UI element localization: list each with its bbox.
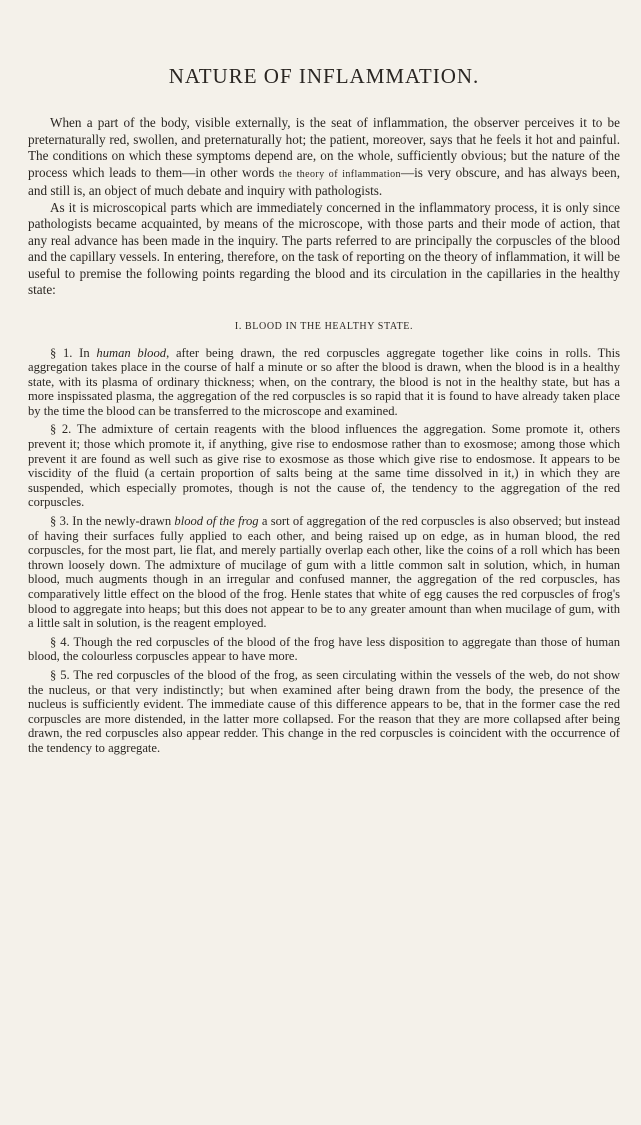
- paragraph-lead: § 5.: [50, 667, 74, 682]
- page-title: NATURE OF INFLAMMATION.: [168, 64, 480, 88]
- paragraph-lead: § 4.: [50, 634, 74, 649]
- theory-term: the theory of inflammation: [278, 168, 401, 180]
- intro-paragraph: As it is microscopical parts which are immediately concerned in the inflammatory process, it is only since pathologists became acquainted, by means of the microscope, with those parts and their mode of action, that any real advance has been made in the inquiry. The parts referred to are principally the corpuscles of the blood and the capillary vessels. In entering, therefore, on the task of reporting on the theory of inflammation, it will be useful to premise the following points regarding the blood and its circulation in the capillaries in the healthy state:: [28, 199, 620, 297]
- intro-text: —is very obscure, and has always been, and still is, an object of much debate and inquiry with pathologists.: [28, 164, 620, 198]
- emphasis: blood of the frog: [174, 514, 259, 529]
- paragraph-lead: § 2.: [50, 422, 77, 437]
- paragraph-text: Though the red corpuscles of the blood of the frog have less disposition to aggregate than those of human blood, the colourless corpuscles appear to have more.: [28, 634, 621, 664]
- intro-text: When a part of the body, visible externally, is the seat of inflammation, the observer perceives it to be preternaturally red, swollen, and preternaturally hot; the patient, moreover, says that he feels it hot and painful. The conditions on which these symptoms depend are, on the whole, sufficiently obvious; but the nature of the process which leads to them—in other words: [28, 115, 620, 180]
- paragraph-text: , after being drawn, the red corpuscles aggregate together like coins in rolls. This aggregation takes place in the course of half a minute or so after the blood is drawn, when the blood is in a healthy state, with its plasma of ordinary thickness; when, on the contrary, the blood is not in the healthy state, but has a more inspissated plasma, the aggregation of the red corpuscles is so rapid that it is found to have already taken place by the time the blood can be transferred to the microscope and examined.: [28, 345, 620, 418]
- paragraph-text: The admixture of certain reagents with the blood influences the aggregation. Some promote it, others prevent it; those which promote it, if anything, give rise to endosmose rather than to exosmose; among those which prevent it are found as well such as give rise to exosmose as those which give rise to endosmose. It appears to be viscidity of the fluid (a certain proportion of salts being at the same time dissolved in it,) in which they are suspended, which especially promotes, though is not the cause of, the tendency to the aggregation of the red corpuscles.: [28, 422, 620, 510]
- introduction: [28, 115, 620, 299]
- paragraph-4: [28, 635, 620, 664]
- section-body: [28, 346, 620, 756]
- paragraph-text: The red corpuscles of the blood of the frog, as seen circulating within the vessels of the web, do not show the nucleus, or that very indistinctly; but when examined after being drawn from the body, the presence of the nucleus is sufficiently evident. The immediate cause of this difference appears to be, that in the former case the red corpuscles are more distended, in the latter more collapsed. For the reason that they are more collapsed after being drawn, the red corpuscles also appear redder. This change in the red corpuscles is coincident with the occurrence of the tendency to aggregate.: [28, 667, 620, 755]
- paragraph-1: [28, 346, 620, 419]
- paragraph-2: [28, 422, 620, 510]
- paragraph-5: [28, 668, 620, 756]
- paragraph-3: [28, 514, 620, 631]
- document-page: [28, 64, 620, 760]
- section-heading: I. BLOOD IN THE HEALTHY STATE.: [234, 320, 414, 332]
- paragraph-lead: § 1. In: [50, 345, 97, 360]
- paragraph-text: a sort of aggregation of the red corpuscles is also observed; but instead of having their surfaces fully applied to each other, and being raised up on edge, as in human blood, the red corpuscles, for the most part, lie flat, and merely partially overlap each other, like the coins of a roll which has been thrown loosely down. The admixture of mucilage of gum with a little common salt in solution, which, in human blood, much augments though in an irregular and confused manner, the aggregation of the red corpuscles, has comparatively little effect on the blood of the frog. Henle states that white of egg causes the red corpuscles of frog's blood to aggregate into heaps; but this does not appear to be to any greater amount than when mucilage of gum, with a little salt in solution, is the reagent employed.: [28, 514, 621, 631]
- emphasis: human blood: [96, 345, 167, 360]
- intro-paragraph: [28, 115, 620, 200]
- paragraph-lead: § 3. In the newly-drawn: [50, 514, 175, 529]
